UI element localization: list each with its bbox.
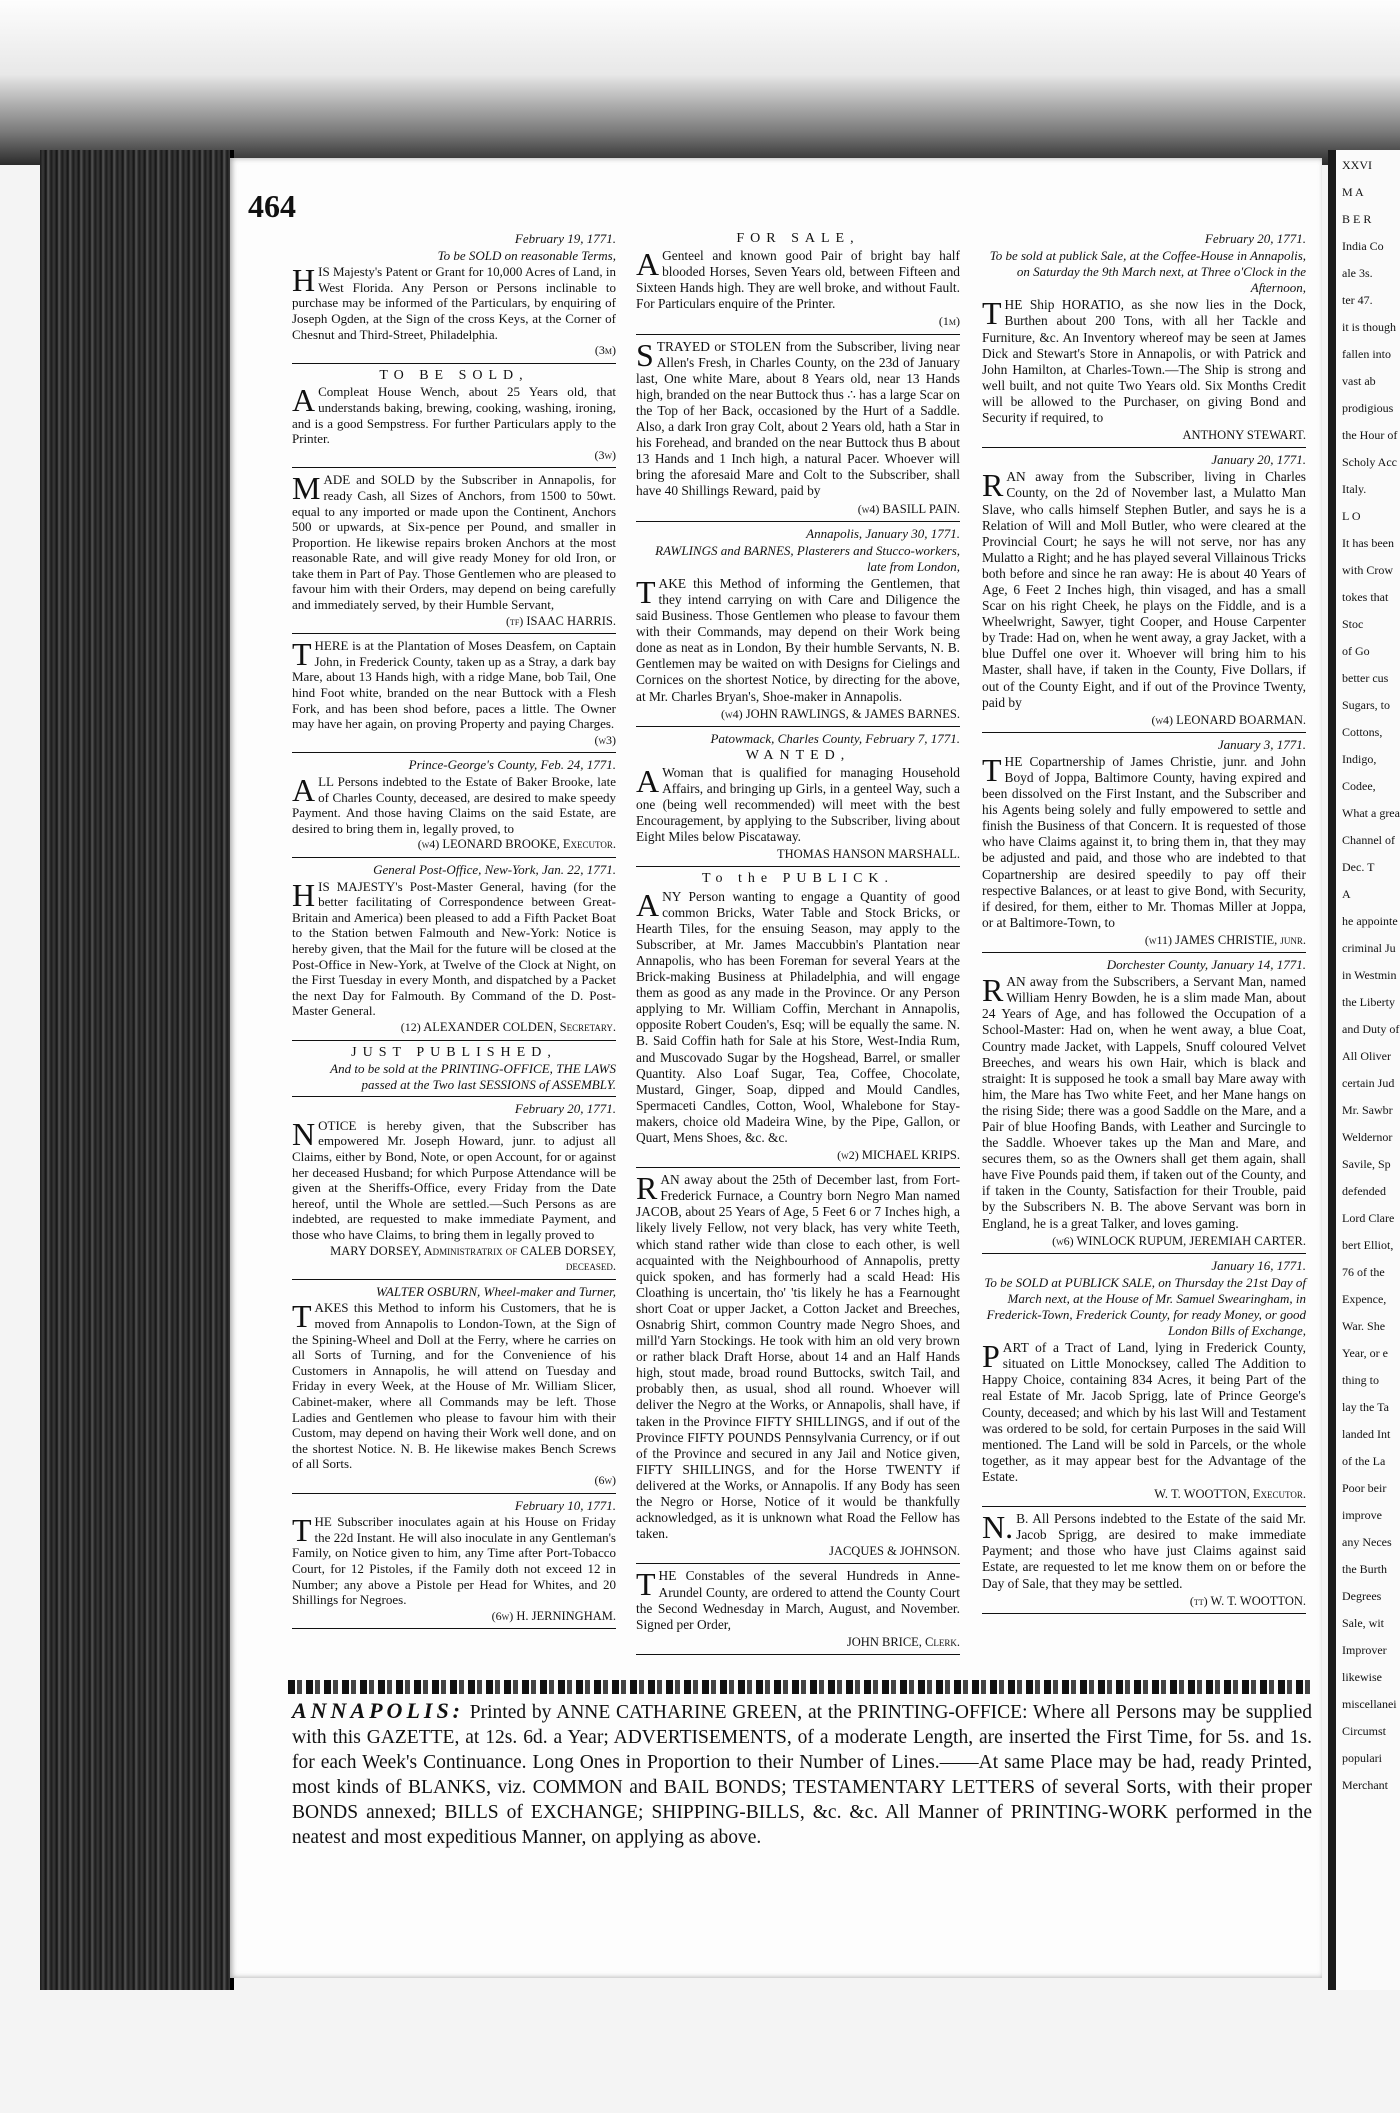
ad-signature-row: [292, 1020, 616, 1036]
advertisement: [292, 1284, 616, 1489]
facing-page-fragment: Lord Clare: [1342, 1211, 1395, 1225]
column-rule: [982, 447, 1306, 448]
ad-date: General Post-Office, New-York, Jan. 22, 1771.: [373, 861, 616, 877]
ad-code: (6w): [491, 1608, 514, 1623]
advertisement: [982, 1258, 1306, 1502]
advertisement: [292, 231, 616, 359]
advertisement: [982, 452, 1306, 728]
column-rule: [982, 952, 1306, 953]
ad-body: TAKES this Method to inform his Customers, that he is moved from Annapolis to London-Town, at the Sign of the Spining-Wheel and Doll at the Ferry, where he carries on all Sorts of Turning, and for the Convenience of his Customers in Annapolis, he will attend on Tuesday and Friday in every Week, at the House of Mr. William Slicer, Cabinet-maker, where all Commands may be left. Those Ladies and Gentlemen who please to favour him with their Custom, may depend on having their Work well done, and on the shortest Notice. N. B. He likewise makes Bench Screws of all Sorts.: [292, 1298, 616, 1472]
facing-page-fragment: improve: [1342, 1508, 1382, 1522]
facing-page-fragment: A: [1342, 887, 1351, 901]
ad-heading: WANTED,: [745, 747, 851, 763]
advertisement: [636, 731, 960, 863]
facing-page-fragment: It has been: [1342, 536, 1394, 550]
column-3: [982, 230, 1306, 1618]
facing-page-fragment: defended: [1342, 1184, 1386, 1198]
facing-page-fragment: tokes that: [1342, 590, 1389, 604]
column-rule: [292, 1493, 616, 1494]
ad-body: RAN away from the Subscribers, a Servant Man, named William Henry Bowden, he is a slim made Man, about 24 Years of Age, and has followed the Occupation of a School-Master: Had on, when he went away, a blue Coat, Country made Jacket, with Lappels, Snuff coloured Velvet Breeches, and wears his own Hair, which is black and straight: It is supposed he took a small bay Mare away with him, the Mare has Two white Feet, and her Mane hangs on the rising Side; there was a good Saddle on the Mare, and a Pair of blue Hoofing Bands, with Leather and Surcingle to the Saddle. Whoever takes up the Man and Mare, and secures them, so as the Owners shall get them again, shall have Five Pounds paid them, if taken out of the County, and if taken in the County, Satisfaction for their Trouble, paid by the Subscribers N. B. The above Servant was born in England, he is a great Talker, and loves gaming.: [982, 972, 1306, 1231]
advertisement: [292, 757, 616, 853]
facing-page-fragment: landed Int: [1342, 1427, 1391, 1441]
ad-date: January 16, 1771.: [1211, 1257, 1306, 1273]
ad-date: Patowmack, Charles County, February 7, 1771.: [710, 730, 960, 746]
column-rule: [292, 1096, 616, 1097]
facing-page-fragment: ter 47.: [1342, 293, 1373, 307]
facing-page-fragment: in Westmin: [1342, 968, 1397, 982]
facing-page-fragment: Channel of: [1342, 833, 1395, 847]
ad-date: February 20, 1771.: [514, 1101, 616, 1117]
column-rule: [292, 633, 616, 634]
facing-page-fragment: of Go: [1342, 644, 1370, 658]
facing-page-fragment: Expence,: [1342, 1292, 1387, 1306]
facing-page-fragment: vast ab: [1342, 374, 1376, 388]
facing-page-fragment: lay the Ta: [1342, 1400, 1389, 1414]
ad-body: THE Subscriber inoculates again at his House on Friday the 22d Instant. He will also inoculate in any Gentleman's Family, on Notice given to him, any Time after Port-Tobacco Court, for 12 Pistoles, if the Family doth not exceed 12 in Number; any above a Pistole per Head for Whites, and 20 Shillings for Negroes.: [292, 1512, 616, 1608]
ad-body: NOTICE is hereby given, that the Subscriber has empowered Mr. Joseph Howard, junr. to adjust all Claims, either by Bond, Note, or open Account, for or against her deceased Husband; for which Purpose Attendance will be given at the Sheriffs-Office, every Friday from the Date hereof, until the Whole are settled.—Such Persons as are indebted, are requested to make immediate Payment, and those who have Claims, to bring them in legally proved to: [292, 1115, 616, 1243]
ad-code: (w4): [417, 837, 440, 852]
facing-page-fragment: better cus: [1342, 671, 1389, 685]
ad-signature: ISAAC HARRIS.: [526, 613, 616, 628]
ad-lead: RAWLINGS and BARNES, Plasterers and Stucco-workers, late from London,: [655, 542, 960, 574]
ad-signature: JAMES CHRISTIE, junr.: [1175, 932, 1306, 947]
facing-page-fragment: criminal Ju: [1342, 941, 1396, 955]
column-rule: [982, 732, 1306, 733]
advertisement: [636, 871, 960, 1163]
facing-page-fragment: thing to: [1342, 1373, 1380, 1387]
facing-page-fragment: 76 of the: [1342, 1265, 1385, 1279]
ad-body: MADE and SOLD by the Subscriber in Annapolis, for ready Cash, all Sizes of Anchors, from 1500 to 50wt. equal to any imported or made upon the Continent, Anchors 500 or upwards, at Six-pence per Pound, and smaller in Proportion. He likewise repairs broken Anchors at the most reasonable Rate, and will give ready Money for old Iron, or take them in Part of Pay. Those Gentlemen who are pleased to favour him with their Orders, may depend on being carefully and immediately served, by their Humble Servant,: [292, 470, 616, 613]
facing-page-fragment: the Burth: [1342, 1562, 1387, 1576]
column-rule: [636, 726, 960, 727]
ad-signature-row: [636, 706, 960, 722]
facing-page-fragment: Codee,: [1342, 779, 1376, 793]
column-rule: [982, 1613, 1306, 1614]
facing-page-fragment: Merchant: [1342, 1778, 1388, 1792]
ad-code: (tt): [1189, 1593, 1208, 1608]
facing-page-fragment: populari: [1342, 1751, 1382, 1765]
facing-page-fragment: of the La: [1342, 1454, 1386, 1468]
ad-signature: H. JERNINGHAM.: [516, 1608, 616, 1623]
ad-signature: ALEXANDER COLDEN, Secretary.: [423, 1019, 616, 1034]
facing-page-fragment: Degrees: [1342, 1589, 1382, 1603]
ad-lead: To be SOLD on reasonable Terms,: [437, 247, 616, 263]
facing-page-fragment: Improver: [1342, 1643, 1387, 1657]
ad-signature: MICHAEL KRIPS.: [861, 1148, 960, 1163]
advertisement: [982, 737, 1306, 948]
ad-lead: To be SOLD at PUBLICK SALE, on Thursday the 21st Day of March next, at the House of Mr. Samuel Swearingham, in Frederick-Town, Frederick County, for ready Money, or good London Bills of Exchange,: [984, 1274, 1306, 1339]
facing-page-fragment: Dec. T: [1342, 860, 1375, 874]
ad-signature: JOHN RAWLINGS, & JAMES BARNES.: [745, 706, 960, 721]
ad-body: THE Ship HORATIO, as she now lies in the Dock, Burthen about 200 Tons, with all her Tackle and Furniture, &c. An Inventory whereof may be seen at James Dick and Stewart's Store in Annapolis, or with Patrick and John Hamilton, at Charles-Town.—The Ship is strong and well built, and not quite Two Years old. Six Months Credit will be allowed to the Purchaser, on giving Bond and Security if required, to: [982, 295, 1306, 426]
ad-code: (6w): [594, 1472, 616, 1487]
ad-date: January 20, 1771.: [1211, 452, 1306, 468]
ad-lead: To be sold at publick Sale, at the Coffee-House in Annapolis, on Saturday the 9th March next, at Three o'Clock in the Afternoon,: [989, 248, 1306, 296]
imprint-text: Printed by ANNE CATHARINE GREEN, at the PRINTING-OFFICE: Where all Persons may be supplied with this GAZETTE, at 12s. 6d. a Year; ADVERTISEMENTS, of a moderate Length, are inserted the First Time, for 5s. and 1s. for each Week's Continuance. Long Ones in Proportion to their Number of Lines.——At same Place may be had, ready Printed, most kinds of BLANKS, viz. COMMON and BAIL BONDS; TESTAMENTARY LETTERS of several Sorts, with their proper BONDS annexed; BILLS of EXCHANGE; SHIPPING-BILLS, &c. &c. All Manner of PRINTING-WORK performed in the neatest and most expeditious Manner, on applying as above.: [292, 1702, 1312, 1848]
ad-code: (w4): [857, 501, 880, 516]
ad-body: HIS Majesty's Patent or Grant for 10,000 Acres of Land, in West Florida. Any Person or Persons inclinable to purchase may be informed of the Particulars, by enquiring of Joseph Ogden, at the Sign of the cross Keys, at the Corner of Chesnut and Third-Street, Philadelphia.: [292, 262, 616, 342]
ad-body: AWoman that is qualified for managing Household Affairs, and bringing up Girls, in a genteel Way, such a one (being well recommended) will meet with the best Encouragement, by applying to the Subscriber, living about Eight Miles below Piscataway.: [636, 762, 960, 845]
ad-signature-row: [292, 614, 616, 630]
ad-signature: WINLOCK RUPUM, JEREMIAH CARTER.: [1076, 1233, 1306, 1248]
ad-body: PART of a Tract of Land, lying in Frederick County, situated on Little Monocksey, called The Addition to Happy Choice, containing 834 Acres, it being Part of the real Estate of Mr. Jacob Sprigg, late of Prince George's County, deceased; and which by his last Will and Testament was ordered to be sold, for certain Purposes in the said Will mentioned. The Land will be sold in Parcels, or the whole together, as it may appear best for the Advantage of the Estate.: [982, 1338, 1306, 1484]
ad-body: AGenteel and known good Pair of bright bay half blooded Horses, Seven Years old, between Fifteen and Sixteen Hands high. They are well broke, and without Fault. For Particulars enquire of the Printer.: [636, 246, 960, 312]
ad-date: February 19, 1771.: [514, 231, 616, 246]
facing-page-fragment: Savile, Sp: [1342, 1157, 1391, 1171]
newspaper-page: [230, 158, 1322, 1978]
facing-page-fragment: Mr. Sawbr: [1342, 1103, 1393, 1117]
ad-code: (3w): [594, 447, 616, 462]
column-rule: [982, 1253, 1306, 1254]
ad-signature: BASILL PAIN.: [882, 501, 960, 516]
ad-date: Prince-George's County, Feb. 24, 1771.: [408, 757, 616, 773]
column-rule: [636, 521, 960, 522]
ad-signature-row: [982, 1233, 1306, 1249]
ad-signature-row: [292, 1473, 616, 1489]
facing-page-fragment: Cottons,: [1342, 725, 1383, 739]
ad-lead: And to be sold at the PRINTING-OFFICE, THE LAWS passed at the Two last SESSIONS of ASSEMBLY.: [330, 1061, 616, 1092]
ad-signature: JACQUES & JOHNSON.: [829, 1544, 960, 1559]
advertisement: [982, 957, 1306, 1249]
facing-page-fragment: Sugars, to: [1342, 698, 1390, 712]
ad-signature-row: [292, 1609, 616, 1625]
advertisement: [982, 231, 1306, 443]
imprint: [292, 1698, 1312, 1850]
ad-code: (1m): [938, 314, 960, 329]
ad-date: February 10, 1771.: [514, 1497, 616, 1513]
ad-body: TAKE this Method of informing the Gentlemen, that they intend carrying on with Care and Diligence the said Business. Those Gentlemen who please to favour them with their Commands, may depend on their Work being done as neat as in London, By their humble Servants, N. B. Gentlemen may be waited on with Designs for Cielings and Cornices on the shortest Notice, by directing for the above, at Mr. Charles Bryan's, Shoe-maker in Annapolis.: [636, 573, 960, 704]
page-number: 464: [248, 188, 296, 224]
column-2: [636, 230, 960, 1659]
facing-page-fragment: Weldernor: [1342, 1130, 1393, 1144]
facing-page-fragment: prodigious: [1342, 401, 1394, 415]
ad-heading: TO BE SOLD,: [379, 367, 529, 383]
facing-page-fragment: Sale, wit: [1342, 1616, 1384, 1630]
advertisement: [292, 638, 616, 748]
column-rule: [636, 866, 960, 867]
ad-code: (tf): [505, 613, 524, 628]
ad-signature: W. T. WOOTTON, Executor.: [1154, 1487, 1306, 1502]
advertisement: [636, 231, 960, 330]
ad-body: RAN away from the Subscriber, living in Charles County, on the 2d of November last, a Mulatto Man Slave, who calls himself Stephen Butler, and says he is a Relation of Will and Moll Butler, who were cleared at the Provincial Court; he says he will not serve, nor has any Mulatto a Right; and he has played several Villainous Tricks both before and since he ran away: He is about 40 Years of Age, 6 Feet 2 Inches high, thin visaged, and has a small Scar on his right Cheek, he plays on the Fiddle, and is a Wheelwright, Sawyer, tight Cooper, and House Carpenter by Trade: Had on, when he went away, a gray Jacket, with a blue Duffel one over it. Whoever will bring him to his Master, shall have, if taken in the County, Five Dollars, if out of the County Eight, and if out of the Province Twenty, paid by: [982, 467, 1306, 710]
ad-body: ACompleat House Wench, about 25 Years old, that understands baking, brewing, cooking, washing, ironing, and is a good Sempstress. For further Particulars apply to the Printer.: [292, 382, 616, 447]
column-1: [292, 230, 616, 1633]
facing-page-fragment: Poor beir: [1342, 1481, 1387, 1495]
ad-code: (w4): [721, 706, 743, 721]
ad-signature: JOHN BRICE, Clerk.: [846, 1634, 960, 1649]
ad-heading: JUST PUBLISHED,: [351, 1044, 557, 1060]
ad-body: ANY Person wanting to engage a Quantity of good common Bricks, Water Table and Stock Bricks, or Hearth Tiles, for the ensuing Season, may apply to the Subscriber, at Mr. James Maccubbin's Plantation near Annapolis, who has been Foreman for several Years at the Brick-making Business at Philadelphia, and will engage them as good as any made in the Province. Or any Person applying to Mr. William Coffin, Merchant in Annapolis, opposite Robert Couden's, Esq; will be equally the same. N. B. Said Coffin hath for Sale at his Store, West-India Rum, and Muscovado Sugar by the Hogshead, Barrel, or smaller Quantity. Also Loaf Sugar, Tea, Coffee, Chocolate, Mustard, Ginger, Soap, dipped and Mould Candles, Spermaceti Candles, Cotton, Wool, Whalebone for Stay-makers, choice old Madeira Wine, by the Pipe, Gallon, or Quart, Mens Shoes, &c. &c.: [636, 886, 960, 1145]
ad-body: THERE is at the Plantation of Moses Deasfem, on Captain John, in Frederick County, taken up as a Stray, a dark bay Mare, about 13 Hands high, with a ridge Mane, bob Tail, One hind Foot white, branded on the near Buttock with a Flesh Fork, and has been shod before, paces a little. The Owner may have her again, on proving Property and paying Charges.: [292, 636, 616, 732]
facing-page-fragment: fallen into: [1342, 347, 1391, 361]
facing-page-fragment: Italy.: [1342, 482, 1367, 496]
ad-signature: LEONARD BOARMAN.: [1176, 712, 1306, 727]
ad-heading: To the PUBLICK.: [701, 871, 895, 887]
imprint-place: ANNAPOLIS:: [292, 1698, 465, 1723]
ornamental-rule: [288, 1680, 1314, 1694]
facing-page-fragment: Year, or e: [1342, 1346, 1388, 1360]
ad-heading: FOR SALE,: [736, 231, 860, 246]
facing-page-fragment: the Hour of: [1342, 428, 1398, 442]
facing-page-fragment: bert Elliot,: [1342, 1238, 1394, 1252]
facing-page-fragment: Indigo,: [1342, 752, 1377, 766]
facing-page-fragment: B E R: [1342, 212, 1372, 226]
ad-signature-row: [982, 712, 1306, 728]
advertisement: [292, 1101, 616, 1275]
ad-signature: W. T. WOOTTON.: [1210, 1593, 1306, 1608]
column-rule: [292, 752, 616, 753]
facing-page-fragment: Circumst: [1342, 1724, 1386, 1738]
ad-signature-row: [292, 343, 616, 359]
ad-signature-row: [982, 1593, 1306, 1609]
ad-body: THE Constables of the several Hundreds in Anne-Arundel County, are ordered to attend the County Court the Second Wednesday in March, August, and November. Signed per Order,: [636, 1566, 960, 1632]
ad-signature: MARY DORSEY, Administratrix of CALEB DORSEY, deceased.: [330, 1243, 616, 1274]
advertisement: [292, 368, 616, 464]
ad-body: THE Copartnership of James Christie, junr. and John Boyd of Joppa, Baltimore County, having expired and been dissolved on the First Instant, and the Subscriber and his Agents being solely and fully empowered to settle and finish the Business of that Concern. It is requested of those who have Claims against it, to bring them in, that they may be adjusted and paid, and those who are indebted to that Copartnership are desired speedily to pay off their respective Balances, or at least to give Bond, with Security, if desired, for them, either to Mr. Thomas Miller at Joppa, or at Baltimore-Town, to: [982, 751, 1306, 930]
ad-code: (w3): [594, 732, 616, 747]
ad-signature-row: [982, 932, 1306, 948]
ad-date: February 20, 1771.: [1204, 231, 1306, 246]
ad-signature-row: [292, 733, 616, 749]
ad-signature-row: [636, 846, 960, 862]
facing-page-fragment: M A: [1342, 185, 1364, 199]
ad-body: ALL Persons indebted to the Estate of Baker Brooke, late of Charles County, deceased, are desired to make speedy Payment. And those having Claims on the said Estate, are desired to bring them in, legally proved, to: [292, 772, 616, 836]
facing-page-fragment: likewise: [1342, 1670, 1382, 1684]
facing-page-fragment: any Neces: [1342, 1535, 1392, 1549]
facing-page-fragment: What a grea: [1342, 806, 1400, 820]
column-rule: [636, 1563, 960, 1564]
advertisement: [636, 1172, 960, 1559]
advertisement: [292, 1045, 616, 1093]
ad-signature-row: [982, 427, 1306, 443]
ad-signature-row: [636, 1147, 960, 1163]
facing-page-fragment: Scholy Acc: [1342, 455, 1397, 469]
ad-code: (12): [400, 1019, 421, 1034]
facing-page-fragment: and Duty of: [1342, 1022, 1400, 1036]
column-rule: [636, 1167, 960, 1168]
advertisement: [636, 336, 960, 517]
ad-signature: ANTHONY STEWART.: [1182, 428, 1306, 443]
facing-page-fragment: ale 3s.: [1342, 266, 1373, 280]
facing-page-fragment: it is though: [1342, 320, 1397, 334]
ad-code: (w4): [1151, 712, 1173, 727]
column-rule: [292, 857, 616, 858]
ad-signature-row: [636, 1543, 960, 1559]
ad-date: January 3, 1771.: [1217, 736, 1306, 752]
facing-page-fragment: War. She: [1342, 1319, 1386, 1333]
advertisement: [636, 526, 960, 722]
ad-signature: LEONARD BROOKE, Executor.: [442, 837, 616, 852]
ad-body: HIS MAJESTY's Post-Master General, having (for the better facilitating of Correspondence between Great-Britain and America) been pleased to add a Fifth Packet Boat to the Station betwen Falmouth and New-York: Notice is hereby given, that the Mail for the future will be closed at the Post-Office in New-York, at Twelve of the Clock at Night, on the First Tuesday in every Month, and dispatched by a Packet the next Day for Falmouth. By Command of the D. Post-Master General.: [292, 876, 616, 1019]
column-rule: [292, 1628, 616, 1629]
ad-signature: THOMAS HANSON MARSHALL.: [776, 847, 960, 862]
ad-date: Annapolis, January 30, 1771.: [806, 525, 960, 541]
facing-page-fragment: L O: [1342, 509, 1361, 523]
facing-page-fragment: Stoc: [1342, 617, 1364, 631]
column-rule: [982, 1506, 1306, 1507]
facing-page-fragment: India Co: [1342, 239, 1384, 253]
facing-page-edge: [1328, 150, 1400, 1990]
column-rule: [292, 1040, 616, 1041]
ad-signature-row: [636, 313, 960, 329]
ad-date: Dorchester County, January 14, 1771.: [1106, 957, 1306, 973]
facing-page-fragment: All Oliver: [1342, 1049, 1391, 1063]
column-rule: [292, 1279, 616, 1280]
facing-page-fragment: XXVI: [1342, 158, 1372, 172]
ad-signature-row: [636, 501, 960, 517]
ad-signature-row: [982, 1486, 1306, 1502]
advertisement: [292, 1498, 616, 1625]
facing-page-fragment: miscellanei: [1342, 1697, 1397, 1711]
advertisement: [982, 1511, 1306, 1609]
column-rule: [292, 363, 616, 364]
facing-page-fragment: the Liberty: [1342, 995, 1395, 1009]
column-rule: [292, 467, 616, 468]
ad-body: RAN away about the 25th of December last, from Fort-Frederick Furnace, a Country born Negro Man named JACOB, about 25 Years of Age, 5 Feet 6 or 7 Inches high, a likely lively Fellow, not very black, has very white Teeth, which stand rather wide than close to each other, is well acquainted with the Neighbourhood of Annapolis, pretty quick spoken, and has formerly had a scald Head: His Cloathing is uncertain, tho' 'tis likely he has a Fearnought short Coat or upper Jacket, a Cotton Jacket and Breeches, Osnabrig Shirt, common Country made Negro Shoes, and mill'd Yarn Stockings. He took with him an old very brown or rather black Draft Horse, about 14 and an Half Hands high, stout made, broad round Buttocks, switch Tail, and probably then, as usual, shod all round. Whoever will deliver the Negro at the Works, or Annapolis, shall have, if taken in the Province FIFTY SHILLINGS, and if out of the Province FIFTY POUNDS Pennsylvania Currency, or if out of the Province and secured in any Jail and Notice given, FIFTY SHILLINGS, and for the Horse TWENTY if delivered at the Works, or Annapolis. If any Body has seen the Negro or Horse, Notice of it would be thankfully acknowledged, as it is unknown what Road the Fellow has taken.: [636, 1170, 960, 1542]
column-rule: [636, 334, 960, 335]
scan-shadow-top: [0, 0, 1400, 165]
ad-code: (w2): [837, 1148, 859, 1163]
ad-lead: WALTER OSBURN, Wheel-maker and Turner,: [375, 1283, 616, 1299]
advertisement: [636, 1568, 960, 1649]
ad-code: (w11): [1144, 932, 1173, 947]
facing-page-fragment: certain Jud: [1342, 1076, 1395, 1090]
ad-signature-row: [636, 1634, 960, 1650]
facing-page-fragment: he appointe: [1342, 914, 1398, 928]
ad-code: (3m): [594, 343, 616, 358]
ad-signature-row: [292, 837, 616, 853]
ad-signature-row: [292, 1244, 616, 1275]
book-binding-edge: [40, 150, 234, 1990]
advertisement: [292, 862, 616, 1036]
facing-page-fragment: with Crow: [1342, 563, 1393, 577]
ad-body: N.B. All Persons indebted to the Estate of the said Mr. Jacob Sprigg, are desired to make immediate Payment; and those who have just Claims against said Estate, are requested to let me know them on or before the Day of Sale, that they may be settled.: [982, 1509, 1306, 1591]
advertisement: [292, 472, 616, 629]
ad-code: (w6): [1052, 1233, 1074, 1248]
ad-body: STRAYED or STOLEN from the Subscriber, living near Allen's Fresh, in Charles County, on the 23d of January last, One white Mare, about 8 Years old, near 13 Hands high, branded on the near Buttock thus ∴ has a large Scar on the Top of her Back, occasioned by the Hurt of a Saddle. Also, a dark Iron gray Colt, about 2 Years old, hath a Star in his Forehead, and branded on the near Buttock thus B about 13 Hands and 1 Inch high, a natural Pacer. Whoever will bring the aforesaid Mare and Colt to the Subscriber, shall have 40 Shillings Reward, paid by: [636, 336, 960, 499]
ad-signature-row: [292, 448, 616, 464]
column-rule: [636, 1654, 960, 1655]
